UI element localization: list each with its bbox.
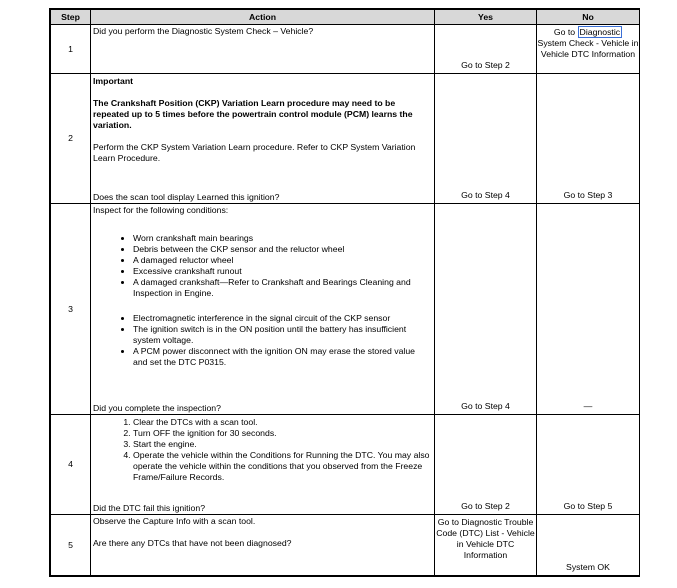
- table-row-step-5: [51, 515, 640, 576]
- action-cell: [91, 415, 435, 515]
- action-cell: [91, 204, 435, 415]
- list-item: 3. Start the engine.: [133, 439, 431, 450]
- conditions-list-b: [93, 313, 431, 368]
- no-rest[interactable]: System Check - Vehicle in Vehicle DTC Information: [537, 38, 639, 59]
- header-step: Step: [51, 10, 91, 25]
- no-cell[interactable]: Go to Step 3: [537, 74, 640, 204]
- list-item: • A damaged reluctor wheel: [133, 255, 431, 266]
- step-number: 4: [51, 415, 91, 515]
- diagnostic-table-container: [49, 8, 640, 577]
- intro-text: Inspect for the following conditions:: [93, 205, 229, 215]
- important-label: Important: [93, 76, 134, 86]
- question-text: Did the DTC fail this ignition?: [93, 503, 206, 513]
- action-cell: [91, 25, 435, 74]
- question-text: Did you perform the Diagnostic System Check – Vehicle?: [93, 26, 314, 36]
- list-item: • The ignition switch is in the ON position until the battery has insufficient system voltage.: [133, 324, 431, 346]
- list-item: 1. Clear the DTCs with a scan tool.: [133, 417, 431, 428]
- step-number: 5: [51, 515, 91, 576]
- instruction-text: Observe the Capture Info with a scan tool.: [93, 516, 256, 526]
- instruction-text: Perform the CKP System Variation Learn procedure. Refer to CKP System Variation Learn Procedure.: [93, 142, 416, 163]
- diagnostic-link[interactable]: Diagnostic: [579, 27, 621, 37]
- yes-cell[interactable]: Go to Step 4: [435, 204, 537, 415]
- no-cell[interactable]: [537, 25, 640, 74]
- action-cell: [91, 515, 435, 576]
- list-item: 4. Operate the vehicle within the Conditions for Running the DTC. You may also operate the vehicle within the conditions that you observed from the Freeze Frame/Failure Records.: [133, 450, 431, 483]
- question-text: Are there any DTCs that have not been diagnosed?: [93, 538, 292, 548]
- list-item: • Electromagnetic interference in the signal circuit of the CKP sensor: [133, 313, 431, 324]
- yes-cell[interactable]: Go to Step 2: [435, 25, 537, 74]
- list-item: • A damaged crankshaft—Refer to Crankshaft and Bearings Cleaning and Inspection in Engine.: [133, 277, 431, 299]
- yes-cell[interactable]: Go to Step 4: [435, 74, 537, 204]
- no-prefix: Go to: [553, 27, 578, 37]
- procedure-steps: [93, 417, 431, 483]
- header-no: No: [537, 10, 640, 25]
- yes-cell[interactable]: Go to Diagnostic Trouble Code (DTC) List - Vehicle in Vehicle DTC Information: [435, 515, 537, 576]
- step-number: 3: [51, 204, 91, 415]
- table-row-step-3: [51, 204, 640, 415]
- table-row-step-2: [51, 74, 640, 204]
- question-text: Does the scan tool display Learned this ignition?: [93, 192, 280, 202]
- important-text: The Crankshaft Position (CKP) Variation Learn procedure may need to be repeated up to 5 times before the powertrain control module (PCM) learns the variation.: [93, 98, 413, 130]
- list-item: • Excessive crankshaft runout: [133, 266, 431, 277]
- step-number: 2: [51, 74, 91, 204]
- header-action: Action: [91, 10, 435, 25]
- no-cell: —: [537, 204, 640, 415]
- table-row-step-1: [51, 25, 640, 74]
- list-item: • Worn crankshaft main bearings: [133, 233, 431, 244]
- yes-cell[interactable]: Go to Step 2: [435, 415, 537, 515]
- action-cell: [91, 74, 435, 204]
- header-yes: Yes: [435, 10, 537, 25]
- no-cell[interactable]: Go to Step 5: [537, 415, 640, 515]
- no-cell: System OK: [537, 515, 640, 576]
- step-number: 1: [51, 25, 91, 74]
- list-item: 2. Turn OFF the ignition for 30 seconds.: [133, 428, 431, 439]
- list-item: • A PCM power disconnect with the ignition ON may erase the stored value and set the DTC P0315.: [133, 346, 431, 368]
- list-item: • Debris between the CKP sensor and the reluctor wheel: [133, 244, 431, 255]
- table-row-step-4: [51, 415, 640, 515]
- header-row: [51, 10, 640, 25]
- conditions-list-a: [93, 233, 431, 299]
- diagnostic-table: [50, 9, 640, 576]
- question-text: Did you complete the inspection?: [93, 403, 221, 413]
